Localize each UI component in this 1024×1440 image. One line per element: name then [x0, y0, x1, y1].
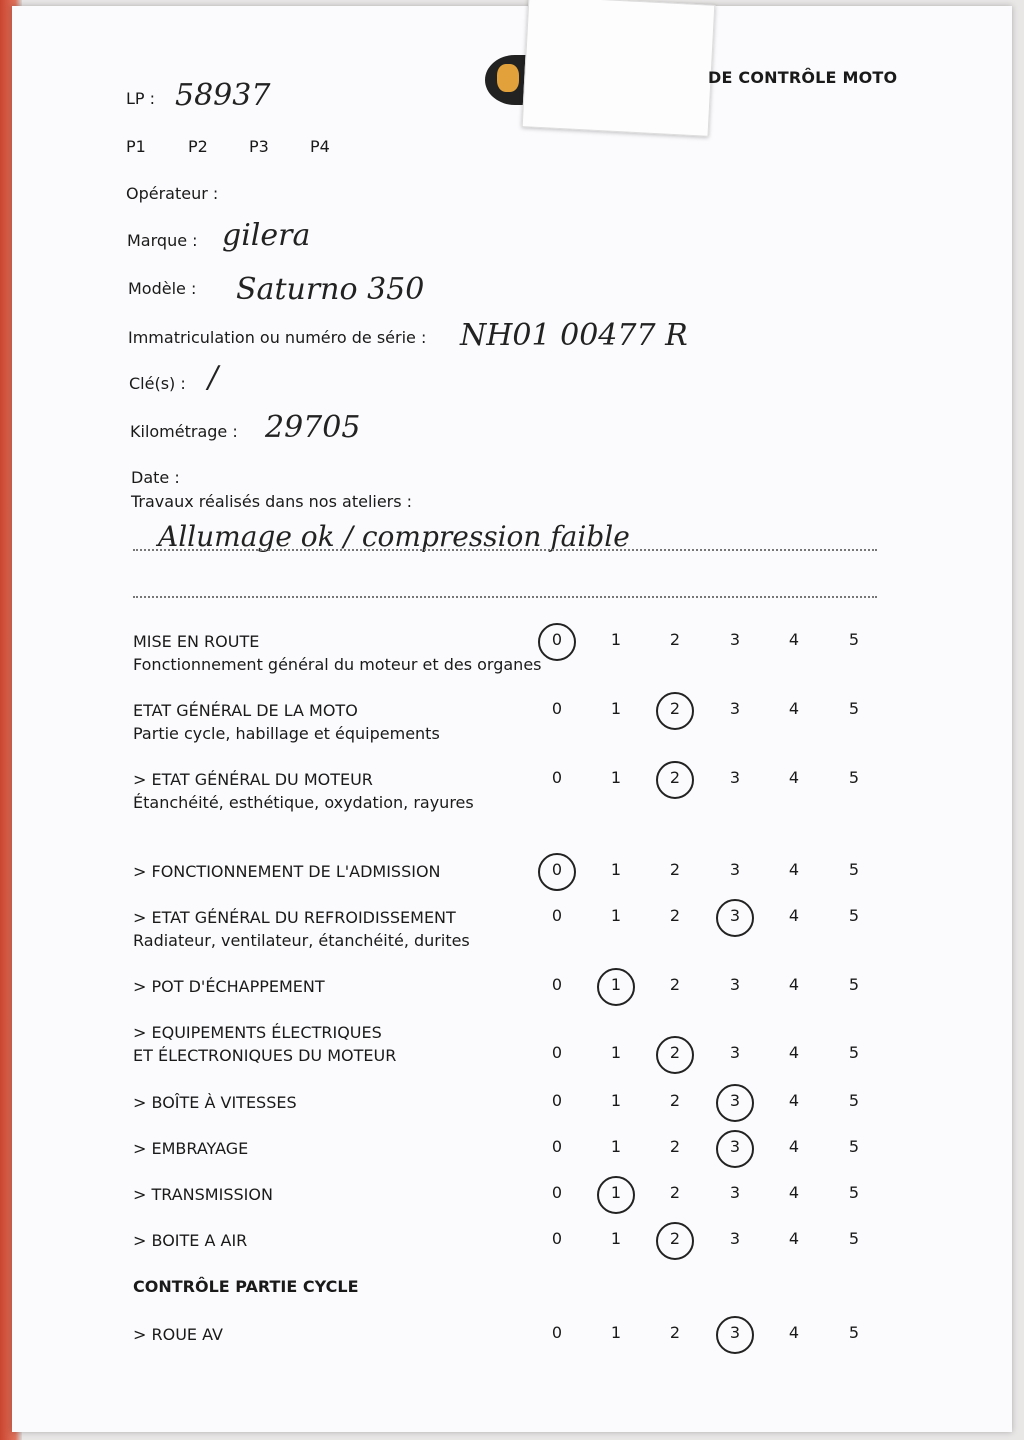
rating-option-5: 5 [848, 1043, 860, 1062]
rating-option-3: 3 [729, 699, 741, 718]
category-subtitle: Étanchéité, esthétique, oxydation, rayures [133, 793, 474, 812]
rating-option-3: 3 [729, 630, 741, 649]
rating-option-3: 3 [718, 1323, 752, 1342]
selected-rating-circle [716, 1130, 754, 1168]
category-title: > EQUIPEMENTS ÉLECTRIQUES [133, 1023, 382, 1042]
rating-option-2: 2 [669, 860, 681, 879]
rating-option-1: 1 [610, 860, 622, 879]
category-rating-scale-0 [540, 630, 870, 654]
category-rating-scale-6 [540, 1043, 870, 1067]
category-label-8 [133, 1137, 248, 1160]
rating-option-3: 3 [718, 906, 752, 925]
rating-option-0: 0 [551, 1091, 563, 1110]
marque-value: gilera [222, 218, 311, 253]
rating-option-2: 2 [669, 1137, 681, 1156]
category-label-1 [133, 699, 440, 745]
rating-option-1: 1 [610, 1323, 622, 1342]
category-subtitle: Fonctionnement général du moteur et des organes [133, 655, 542, 674]
cles-value: / [208, 360, 219, 395]
rating-option-5: 5 [848, 1137, 860, 1156]
category-title: ETAT GÉNÉRAL DE LA MOTO [133, 701, 358, 720]
travaux-label: Travaux réalisés dans nos ateliers : [131, 492, 413, 511]
document-title: DE CONTRÔLE MOTO [708, 68, 898, 87]
category-title: > ETAT GÉNÉRAL DU MOTEUR [133, 770, 373, 789]
rating-option-4: 4 [788, 1229, 800, 1248]
travaux-value: Allumage ok / compression faible [158, 520, 630, 553]
category-label-6 [133, 1021, 396, 1067]
rating-option-3: 3 [729, 1183, 741, 1202]
rating-option-1: 1 [610, 1229, 622, 1248]
selected-rating-circle [716, 1316, 754, 1354]
category-title: > EMBRAYAGE [133, 1139, 249, 1158]
rating-option-1: 1 [599, 975, 633, 994]
category-title: > FONCTIONNEMENT DE L'ADMISSION [133, 862, 441, 881]
category-title: > TRANSMISSION [133, 1185, 273, 1204]
modele-label: Modèle : [128, 279, 197, 298]
dotted-line-2 [133, 596, 877, 598]
rating-option-1: 1 [610, 768, 622, 787]
rating-option-5: 5 [848, 699, 860, 718]
rating-option-2: 2 [669, 906, 681, 925]
category-rating-scale-2 [540, 768, 870, 792]
rating-option-3: 3 [729, 768, 741, 787]
category-title: > ETAT GÉNÉRAL DU REFROIDISSEMENT [133, 908, 456, 927]
date-label: Date : [131, 468, 180, 487]
category-rating-scale-7 [540, 1091, 870, 1115]
position-p1: P1 [126, 137, 146, 156]
rating-option-0: 0 [551, 768, 563, 787]
rating-option-2: 2 [658, 1043, 692, 1062]
category-label-7 [133, 1091, 297, 1114]
rating-option-2: 2 [669, 630, 681, 649]
rating-option-1: 1 [610, 1043, 622, 1062]
category-rating-scale-5 [540, 975, 870, 999]
marque-label: Marque : [127, 231, 198, 250]
lp-value: 58937 [175, 78, 271, 113]
rating-option-0: 0 [551, 1229, 563, 1248]
category-rating-scale-3 [540, 860, 870, 884]
rating-option-5: 5 [848, 1091, 860, 1110]
category-rating-scale-1 [540, 699, 870, 723]
category-label-5 [133, 975, 325, 998]
immat-label: Immatriculation ou numéro de série : [128, 328, 427, 347]
category-label-3 [133, 860, 441, 883]
rating-option-4: 4 [788, 768, 800, 787]
rating-option-4: 4 [788, 1091, 800, 1110]
blank-sticker-label [522, 0, 716, 137]
rating-option-1: 1 [599, 1183, 633, 1202]
category-title: > POT D'ÉCHAPPEMENT [133, 977, 325, 996]
rating-option-4: 4 [788, 1043, 800, 1062]
selected-rating-circle [538, 623, 576, 661]
rating-option-0: 0 [540, 630, 574, 649]
rating-option-0: 0 [551, 1043, 563, 1062]
rating-option-2: 2 [669, 1183, 681, 1202]
rating-option-4: 4 [788, 1323, 800, 1342]
rating-option-5: 5 [848, 1229, 860, 1248]
cycle-category-title: > ROUE AV [133, 1325, 223, 1344]
rating-option-5: 5 [848, 860, 860, 879]
rating-option-0: 0 [551, 1183, 563, 1202]
rating-option-3: 3 [729, 975, 741, 994]
rating-option-5: 5 [848, 1323, 860, 1342]
rating-option-2: 2 [669, 975, 681, 994]
category-rating-scale-10 [540, 1229, 870, 1253]
rating-option-2: 2 [658, 1229, 692, 1248]
selected-rating-circle [656, 761, 694, 799]
lp-label: LP : [126, 89, 156, 108]
rating-option-0: 0 [540, 860, 574, 879]
rating-option-3: 3 [729, 860, 741, 879]
rating-option-1: 1 [610, 630, 622, 649]
selected-rating-circle [597, 1176, 635, 1214]
category-subtitle: Partie cycle, habillage et équipements [133, 724, 440, 743]
rating-option-4: 4 [788, 699, 800, 718]
cycle-category-rating-scale-0 [540, 1323, 870, 1347]
rating-option-4: 4 [788, 630, 800, 649]
selected-rating-circle [597, 968, 635, 1006]
category-subtitle: Radiateur, ventilateur, étanchéité, durites [133, 931, 470, 950]
selected-rating-circle [538, 853, 576, 891]
rating-option-3: 3 [718, 1137, 752, 1156]
rating-option-0: 0 [551, 1137, 563, 1156]
position-p4: P4 [310, 137, 330, 156]
rating-option-2: 2 [669, 1323, 681, 1342]
rating-option-5: 5 [848, 768, 860, 787]
category-label-2 [133, 768, 474, 814]
kilometrage-value: 29705 [265, 410, 361, 445]
category-title: MISE EN ROUTE [133, 632, 260, 651]
rating-option-5: 5 [848, 906, 860, 925]
rating-option-4: 4 [788, 906, 800, 925]
cycle-category-label-0 [133, 1323, 223, 1346]
modele-value: Saturno 350 [236, 272, 425, 307]
category-label-10 [133, 1229, 247, 1252]
rating-option-5: 5 [848, 630, 860, 649]
cles-label: Clé(s) : [129, 374, 186, 393]
category-rating-scale-4 [540, 906, 870, 930]
selected-rating-circle [716, 1084, 754, 1122]
category-subtitle: ET ÉLECTRONIQUES DU MOTEUR [133, 1046, 397, 1065]
rating-option-1: 1 [610, 906, 622, 925]
rating-option-0: 0 [551, 975, 563, 994]
rating-option-5: 5 [848, 975, 860, 994]
rating-option-5: 5 [848, 1183, 860, 1202]
position-p3: P3 [249, 137, 269, 156]
logo-accent [497, 64, 519, 92]
rating-option-0: 0 [551, 1323, 563, 1342]
category-rating-scale-9 [540, 1183, 870, 1207]
selected-rating-circle [656, 1036, 694, 1074]
rating-option-3: 3 [729, 1043, 741, 1062]
category-label-9 [133, 1183, 273, 1206]
rating-option-2: 2 [658, 699, 692, 718]
selected-rating-circle [656, 1222, 694, 1260]
dotted-line-1 [133, 549, 877, 551]
rating-option-4: 4 [788, 860, 800, 879]
immat-value: NH01 00477 R [460, 318, 688, 353]
position-p2: P2 [188, 137, 208, 156]
rating-option-2: 2 [669, 1091, 681, 1110]
rating-option-3: 3 [718, 1091, 752, 1110]
category-title: > BOITE A AIR [133, 1231, 248, 1250]
rating-option-1: 1 [610, 1137, 622, 1156]
operateur-label: Opérateur : [126, 184, 219, 203]
rating-option-1: 1 [610, 1091, 622, 1110]
rating-option-2: 2 [658, 768, 692, 787]
rating-option-1: 1 [610, 699, 622, 718]
selected-rating-circle [716, 899, 754, 937]
category-title: > BOÎTE À VITESSES [133, 1093, 297, 1112]
rating-option-3: 3 [729, 1229, 741, 1248]
selected-rating-circle [656, 692, 694, 730]
category-rating-scale-8 [540, 1137, 870, 1161]
category-label-4 [133, 906, 470, 952]
rating-option-4: 4 [788, 1137, 800, 1156]
rating-option-4: 4 [788, 1183, 800, 1202]
rating-option-0: 0 [551, 699, 563, 718]
rating-option-0: 0 [551, 906, 563, 925]
kilometrage-label: Kilométrage : [130, 422, 238, 441]
rating-option-4: 4 [788, 975, 800, 994]
category-label-0 [133, 630, 542, 676]
section-partie-cycle: CONTRÔLE PARTIE CYCLE [133, 1277, 359, 1296]
